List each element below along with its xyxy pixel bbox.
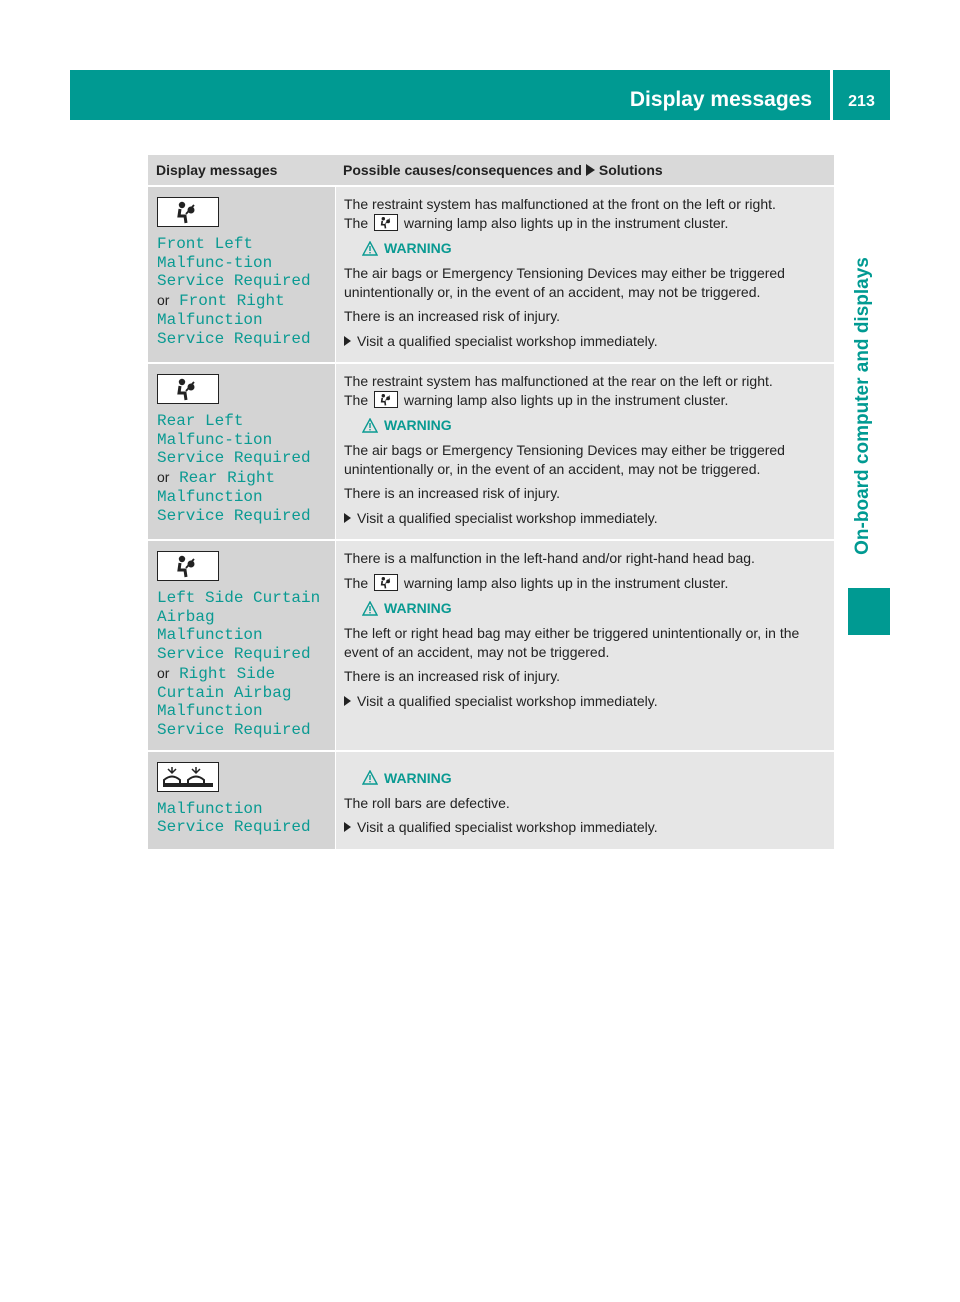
- warning-label: WARNING: [362, 240, 826, 256]
- warning-label: WARNING: [362, 600, 826, 616]
- table-header: [148, 155, 834, 185]
- message-cell: [148, 750, 335, 849]
- solution-step: Visit a qualified specialist workshop immediately.: [344, 332, 826, 351]
- arrow-icon: [344, 513, 351, 523]
- side-tab-title: On-board computer and displays: [852, 257, 873, 555]
- solution-cell: The restraint system has malfunctioned at the front on the left or right. The warning lamp also lights up in the instrument cluster. WARNING The air bags or Emergency Tensioning Devices may either be triggered unintentionally or, in the event of an accident, may not be triggered. There is an increased risk of injury. Visit a qualified specialist workshop immediately.: [335, 185, 834, 362]
- side-tab: [842, 226, 884, 586]
- warning-label: WARNING: [362, 770, 826, 786]
- airbag-warning-icon: [157, 374, 219, 404]
- message-cell: [148, 185, 335, 362]
- arrow-icon: [344, 822, 351, 832]
- solution-step: Visit a qualified specialist workshop immediately.: [344, 818, 826, 837]
- solution-cell: WARNING The roll bars are defective. Visit a qualified specialist workshop immediately.: [335, 750, 834, 849]
- warning-triangle-icon: [362, 770, 378, 785]
- solution-step: Visit a qualified specialist workshop immediately.: [344, 692, 826, 711]
- message-cell: [148, 362, 335, 539]
- arrow-icon: [344, 696, 351, 706]
- airbag-warning-icon: [374, 391, 398, 408]
- col-display-messages: Display messages: [148, 155, 335, 185]
- airbag-warning-icon: [374, 574, 398, 591]
- warning-triangle-icon: [362, 418, 378, 433]
- page-number: 213: [848, 93, 875, 110]
- table-row: [148, 362, 834, 539]
- solution-step: Visit a qualified specialist workshop immediately.: [344, 509, 826, 528]
- message-cell: [148, 539, 335, 750]
- airbag-warning-icon: [374, 214, 398, 231]
- table-row: [148, 185, 834, 362]
- roll-bar-icon: [157, 762, 219, 792]
- messages-table: [148, 155, 834, 849]
- arrow-icon: [586, 164, 595, 176]
- airbag-warning-icon: [157, 197, 219, 227]
- arrow-icon: [344, 336, 351, 346]
- table-row: [148, 539, 834, 750]
- col-causes-solutions: Possible causes/consequences and Solutions: [335, 155, 834, 185]
- warning-triangle-icon: [362, 241, 378, 256]
- display-message: Malfunction Service Required: [157, 799, 311, 837]
- solution-cell: There is a malfunction in the left-hand and/or right-hand head bag. The warning lamp also lights up in the instrument cluster. WARNING The left or right head bag may either be triggered unintentionally or, in the event of an accident, may not be triggered. There is an increased risk of injury. Visit a qualified specialist workshop immediately.: [335, 539, 834, 750]
- display-message: Left Side Curtain Airbag Malfunction Service Required or Right Side Curtain Airbag Malfunction Service Required: [157, 589, 321, 739]
- warning-triangle-icon: [362, 601, 378, 616]
- table-row: [148, 750, 834, 849]
- warning-label: WARNING: [362, 417, 826, 433]
- display-message: Rear Left Malfunc‐tion Service Required or Rear Right Malfunction Service Required: [157, 412, 311, 525]
- page-title: Display messages: [629, 88, 812, 111]
- side-tab-marker: [848, 588, 890, 635]
- airbag-warning-icon: [157, 551, 219, 581]
- display-message: Front Left Malfunc‐tion Service Required or Front Right Malfunction Service Required: [157, 235, 311, 348]
- solution-cell: The restraint system has malfunctioned at the rear on the left or right. The warning lamp also lights up in the instrument cluster. WARNING The air bags or Emergency Tensioning Devices may either be triggered unintentionally or, in the event of an accident, may not be triggered. There is an increased risk of injury. Visit a qualified specialist workshop immediately.: [335, 362, 834, 539]
